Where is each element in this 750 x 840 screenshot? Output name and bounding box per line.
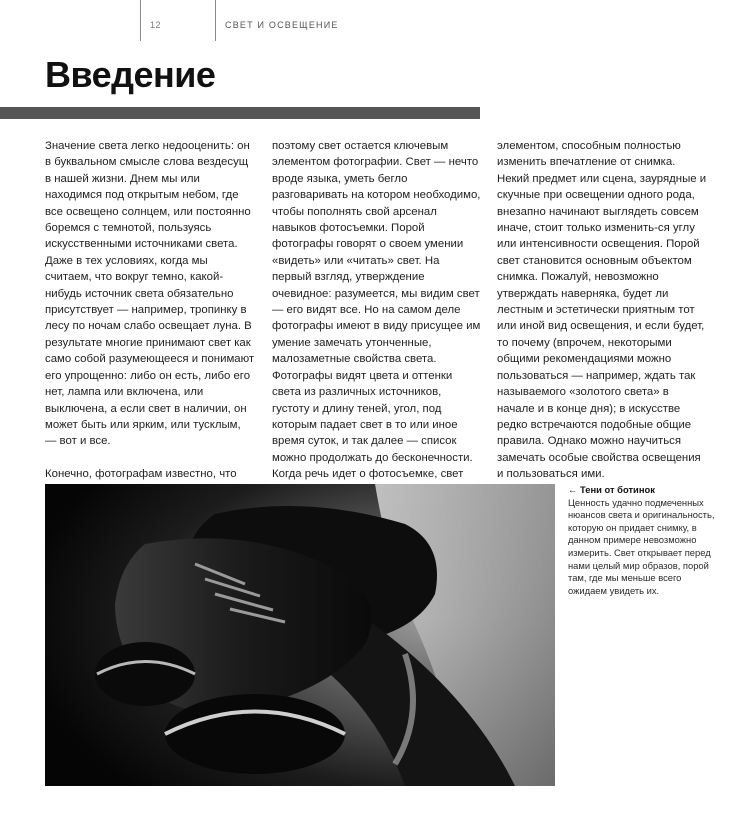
text-column-1 [45, 138, 255, 515]
page-number: 12 [150, 20, 162, 30]
header-rule-left [140, 0, 141, 41]
photo-shoe-shadows [45, 484, 555, 786]
header-rule-right [215, 0, 216, 41]
page-title: Введение [45, 54, 216, 95]
title-underline-bar [0, 107, 480, 119]
text-column-2 [272, 138, 482, 515]
paragraph: поэтому свет остается ключевым элементом фотографии. Свет — нечто вроде языка, уметь бегло разговаривать на котором необходимо, чтобы пополнять свой арсенал навыков фотосъемки. Порой фотографы говорят о своем умении «видеть» или «читать» свет. На первый взгляд, утверждение очевидное: разумеется, мы видим свет — его видят все. Но на самом деле фотографы имеют в виду присущее им умение замечать утонченные, малозаметные свойства света. Фотографы видят цвета и оттенки света из различных источников, густоту и длину теней, угол, под которым падает свет в то или иное время суток, и так далее — список можно продолжать до бесконечности. Когда речь идет о фотосъемке, свет [272, 140, 481, 481]
caption-title: Тени от ботинок [579, 484, 655, 495]
caption-title-line [568, 484, 718, 497]
paragraph: элементом, способным полностью изменить впечатление от снимка. Некий предмет или сцена, заурядные и скучные при освещении одного рода, внезапно начинают выглядеть совсем иначе, стоит только изменить-ся углу или интенсивности освещения. Порой свет становится основным объектом снимка. Пожалуй, невозможно утверждать наверняка, будет ли лестным и эстетически приятным тот или иной вид освещения, и если будет, то почему (впрочем, некоторыми общими рекомендациями можно пользоваться — например, ждать так называемого «золотого света» в начале и в конце дня); в искусстве редко встречаются подобные общие правила. Однако можно научиться замечать особые свойства освещения и пользоваться ими. [497, 140, 707, 481]
caption-text: Ценность удачно подмеченных нюансов света и оригинальность, которую он придает снимку, в данном примере невозможно измерить. Свет открывает перед нами целый мир образов, порой там, где мы меньше всего ожидаем увидеть их. [568, 496, 715, 596]
photo-caption [568, 484, 718, 597]
photo-illustration [45, 484, 555, 786]
paragraph: Конечно, фотографам известно, что [45, 467, 237, 480]
paragraph: Значение света легко недооценить: он в буквальном смысле слова вездесущ в нашей жизни. Днем мы или находимся под открытым небом, где все освещено солнцем, или постоянно боремся с темнотой, пользуясь искусственными источниками света. Даже в тех условиях, когда мы считаем, что вокруг темно, какой-нибудь источник света обязательно присутствует — например, тропинку в лесу по ночам слабо освещает луна. В результате многие принимают свет как само собой разумеющееся и понимают его упрощенно: либо он есть, либо его нет, лампа или включена, или выключена, а если свет в наличии, он может быть или ярким, или тусклым, — вот и все. [45, 140, 255, 448]
arrow-left-icon: ← [568, 484, 578, 495]
text-column-3 [497, 138, 707, 499]
running-header: СВЕТ И ОСВЕЩЕНИЕ [225, 20, 339, 30]
